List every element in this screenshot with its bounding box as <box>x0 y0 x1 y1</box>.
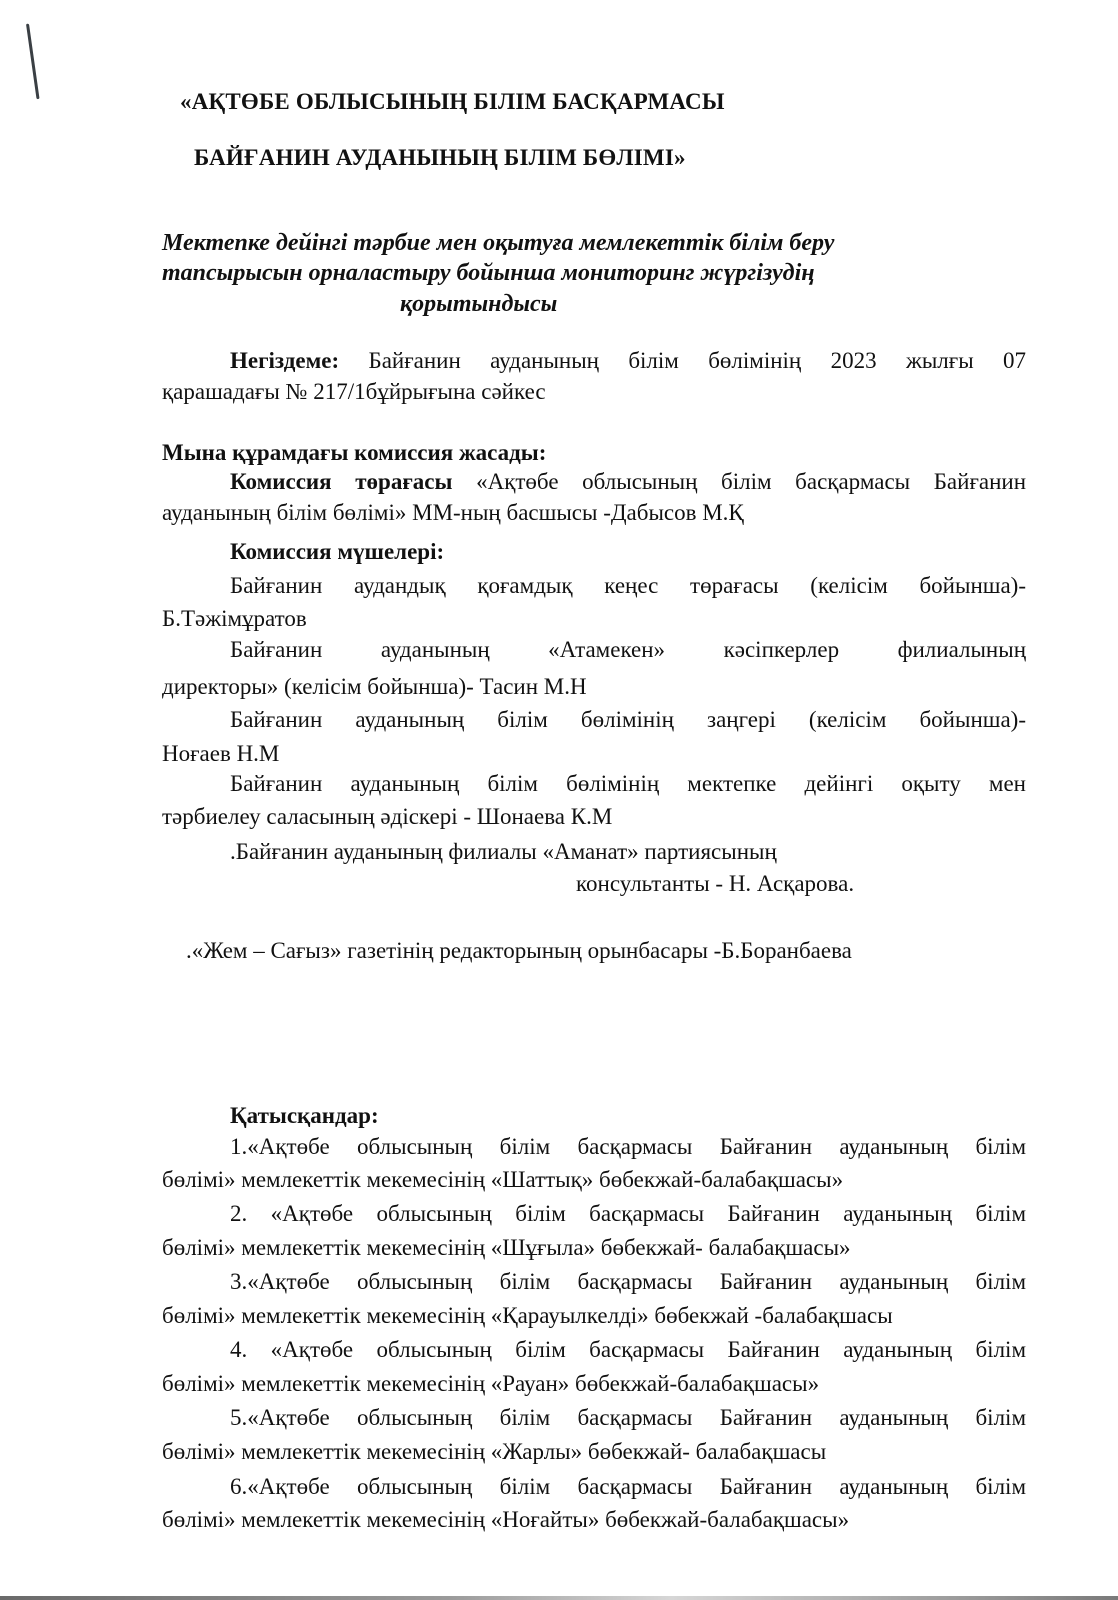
org-header-line2: БАЙҒАНИН АУДАНЫНЫҢ БІЛІМ БӨЛІМІ» <box>194 145 686 170</box>
participant-5-line2: бөлімі» мемлекеттік мекемесінің «Жарлы» бөбекжай- балабақшасы <box>162 1439 827 1464</box>
participant-3-line1: 3.«Ақтөбе облысының білім басқармасы Байғанин ауданының білім <box>230 1269 1026 1294</box>
commission-chair-line1 <box>230 468 1026 496</box>
member-1-line2: Б.Тәжімұратов <box>162 606 307 631</box>
member-2-line2: директоры» (келісім бойынша)- Тасин М.Н <box>162 674 587 699</box>
member-5-line1: .Байғанин ауданының филиалы «Аманат» партиясының <box>230 839 777 864</box>
member-3-line1: Байғанин ауданының білім бөлімінің заңгері (келісім бойынша)- <box>230 707 1026 732</box>
participant-2-line1: 2. «Ақтөбе облысының білім басқармасы Байғанин ауданының білім <box>230 1201 1026 1226</box>
participant-1-line1: 1.«Ақтөбе облысының білім басқармасы Байғанин ауданының білім <box>230 1134 1026 1159</box>
commission-heading: Мына құрамдағы комиссия жасады: <box>162 440 547 465</box>
chair-text: «Ақтөбе облысының білім басқармасы Байғанин <box>476 469 1027 494</box>
member-4-line2: тәрбиелеу саласының әдіскері - Шонаева К.М <box>162 804 613 829</box>
member-2-line1: Байғанин ауданының «Атамекен» кәсіпкерлер филиалының <box>230 637 1026 662</box>
doc-title-line1: Мектепке дейінгі тәрбие мен оқытуға мемлекеттік білім беру <box>162 230 835 256</box>
member-5-line2: консультанты - Н. Асқарова. <box>576 871 855 896</box>
newspaper-member: .«Жем – Сағыз» газетінің редакторының орынбасары -Б.Боранбаева <box>186 938 852 963</box>
participant-4-line1: 4. «Ақтөбе облысының білім басқармасы Байғанин ауданының білім <box>230 1337 1026 1362</box>
basis-label: Негіздеме: <box>230 348 340 373</box>
participants-heading: Қатысқандар: <box>230 1103 379 1128</box>
participant-5-line1: 5.«Ақтөбе облысының білім басқармасы Байғанин ауданының білім <box>230 1405 1026 1430</box>
member-3-line2: Ноғаев Н.М <box>162 741 280 766</box>
doc-title-line2: тапсырысын орналастыру бойынша мониторинг жүргізудің <box>162 260 815 286</box>
participant-6-line2: бөлімі» мемлекеттік мекемесінің «Ноғайты» бөбекжай-балабақшасы» <box>162 1507 850 1532</box>
basis-text: Байғанин ауданының білім бөлімінің 2023 жылғы 07 <box>368 348 1027 373</box>
participant-4-line2: бөлімі» мемлекеттік мекемесінің «Рауан» бөбекжай-балабақшасы» <box>162 1371 820 1396</box>
scan-pen-mark <box>26 24 40 100</box>
org-header-line1: «АҚТӨБЕ ОБЛЫСЫНЫҢ БІЛІМ БАСҚАРМАСЫ <box>180 89 725 114</box>
participant-2-line2: бөлімі» мемлекеттік мекемесінің «Шұғыла» бөбекжай- балабақшасы» <box>162 1235 851 1260</box>
doc-title-line3: қорытындысы <box>400 291 558 317</box>
participant-3-line2: бөлімі» мемлекеттік мекемесінің «Қарауылкелді» бөбекжай -балабақшасы <box>162 1303 893 1328</box>
members-heading: Комиссия мүшелері: <box>230 539 445 564</box>
member-4-line1: Байғанин ауданының білім бөлімінің мектепке дейінгі оқыту мен <box>230 771 1026 796</box>
member-1-line1: Байғанин аудандық қоғамдық кеңес төрағасы (келісім бойынша)- <box>230 573 1026 598</box>
basis-line2: қарашадағы № 217/1бұйрығына сәйкес <box>162 379 546 404</box>
participant-1-line2: бөлімі» мемлекеттік мекемесінің «Шаттық» бөбекжай-балабақшасы» <box>162 1167 844 1192</box>
scan-bottom-edge <box>0 1596 1118 1600</box>
participant-6-line1: 6.«Ақтөбе облысының білім басқармасы Байғанин ауданының білім <box>230 1474 1026 1499</box>
basis-line1 <box>230 347 1026 375</box>
commission-chair-line2: ауданының білім бөлімі» ММ-ның басшысы -Дабысов М.Қ <box>162 500 744 525</box>
chair-label: Комиссия төрағасы <box>230 469 453 494</box>
